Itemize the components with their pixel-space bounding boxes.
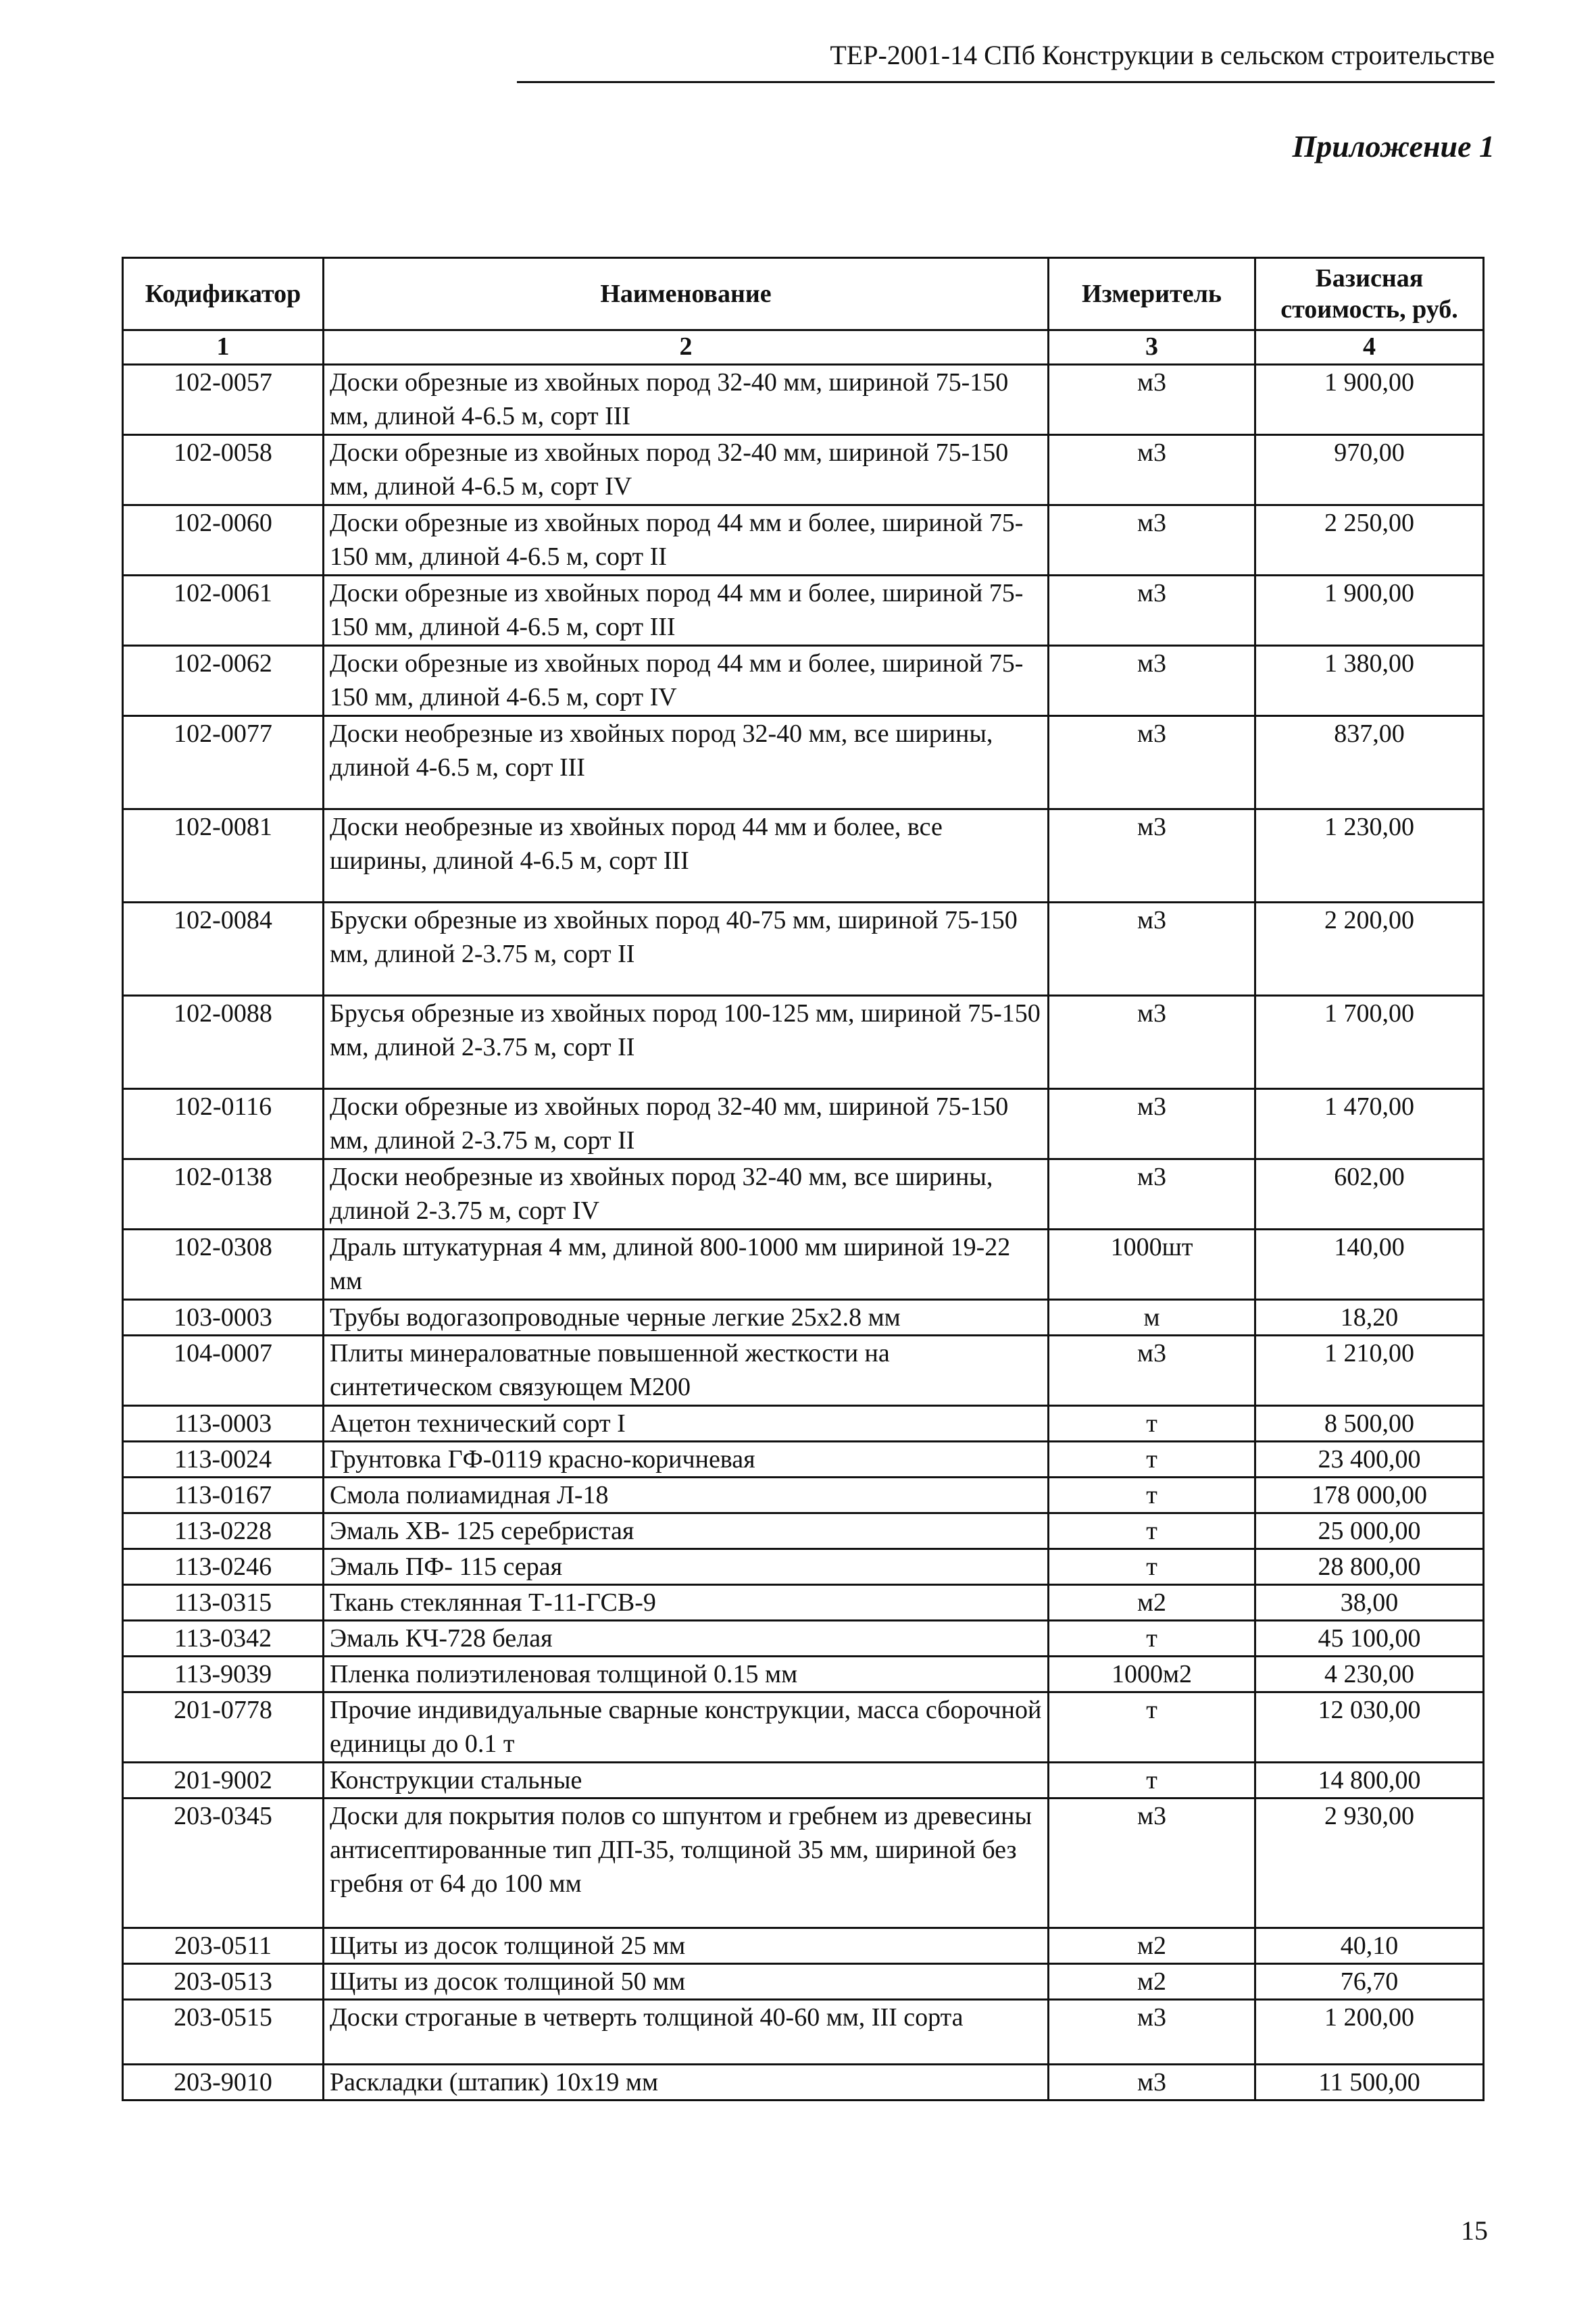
unit-cell: м3 xyxy=(1049,903,1255,996)
unit-cell: м3 xyxy=(1049,809,1255,903)
unit-cell: м3 xyxy=(1049,1336,1255,1406)
table-row xyxy=(123,1549,1484,1585)
name-cell: Эмаль КЧ-728 белая xyxy=(324,1621,1049,1657)
unit-cell: м2 xyxy=(1049,1928,1255,1964)
table-row xyxy=(123,1928,1484,1964)
code-cell: 113-0167 xyxy=(123,1478,324,1513)
name-cell: Грунтовка ГФ-0119 красно-коричневая xyxy=(324,1442,1049,1478)
name-cell: Щиты из досок толщиной 25 мм xyxy=(324,1928,1049,1964)
unit-cell: т xyxy=(1049,1442,1255,1478)
code-cell: 113-0246 xyxy=(123,1549,324,1585)
code-cell: 104-0007 xyxy=(123,1336,324,1406)
table-header-row xyxy=(123,258,1484,330)
column-number: 1 xyxy=(123,330,324,365)
code-cell: 102-0058 xyxy=(123,435,324,505)
column-header-unit: Измеритель xyxy=(1049,258,1255,330)
name-cell: Ацетон технический сорт I xyxy=(324,1406,1049,1442)
name-cell: Эмаль ХВ- 125 серебристая xyxy=(324,1513,1049,1549)
price-cell: 1 900,00 xyxy=(1255,365,1484,435)
code-cell: 103-0003 xyxy=(123,1300,324,1336)
table-row xyxy=(123,505,1484,576)
name-cell: Доски необрезные из хвойных пород 44 мм и более, все ширины, длиной 4-6.5 м, сорт III xyxy=(324,809,1049,903)
code-cell: 203-9010 xyxy=(123,2065,324,2101)
column-header-price: Базисная стоимость, руб. xyxy=(1255,258,1484,330)
code-cell: 102-0308 xyxy=(123,1230,324,1300)
table-row xyxy=(123,1621,1484,1657)
price-cell: 1 200,00 xyxy=(1255,2000,1484,2065)
price-cell: 2 200,00 xyxy=(1255,903,1484,996)
table-row xyxy=(123,1513,1484,1549)
name-cell: Прочие индивидуальные сварные конструкции, масса сборочной единицы до 0.1 т xyxy=(324,1692,1049,1763)
unit-cell: м3 xyxy=(1049,435,1255,505)
unit-cell: м3 xyxy=(1049,2000,1255,2065)
name-cell: Щиты из досок толщиной 50 мм xyxy=(324,1964,1049,2000)
unit-cell: м3 xyxy=(1049,1159,1255,1230)
price-cell: 14 800,00 xyxy=(1255,1763,1484,1799)
column-number: 2 xyxy=(324,330,1049,365)
unit-cell: 1000шт xyxy=(1049,1230,1255,1300)
unit-cell: м2 xyxy=(1049,1964,1255,2000)
name-cell: Доски обрезные из хвойных пород 32-40 мм, шириной 75-150 мм, длиной 4-6.5 м, сорт IV xyxy=(324,435,1049,505)
unit-cell: м3 xyxy=(1049,1799,1255,1928)
code-cell: 102-0084 xyxy=(123,903,324,996)
table-row xyxy=(123,1585,1484,1621)
name-cell: Ткань стеклянная Т-11-ГСВ-9 xyxy=(324,1585,1049,1621)
code-cell: 203-0511 xyxy=(123,1928,324,1964)
name-cell: Доски обрезные из хвойных пород 32-40 мм, шириной 75-150 мм, длиной 4-6.5 м, сорт III xyxy=(324,365,1049,435)
price-cell: 8 500,00 xyxy=(1255,1406,1484,1442)
unit-cell: т xyxy=(1049,1692,1255,1763)
unit-cell: м xyxy=(1049,1300,1255,1336)
code-cell: 113-0315 xyxy=(123,1585,324,1621)
table-row xyxy=(123,809,1484,903)
code-cell: 203-0515 xyxy=(123,2000,324,2065)
unit-cell: т xyxy=(1049,1513,1255,1549)
code-cell: 113-0228 xyxy=(123,1513,324,1549)
code-cell: 102-0116 xyxy=(123,1089,324,1159)
unit-cell: м3 xyxy=(1049,1089,1255,1159)
table-row xyxy=(123,2000,1484,2065)
table-row xyxy=(123,1692,1484,1763)
name-cell: Конструкции стальные xyxy=(324,1763,1049,1799)
price-cell: 38,00 xyxy=(1255,1585,1484,1621)
table-row xyxy=(123,1406,1484,1442)
price-cell: 602,00 xyxy=(1255,1159,1484,1230)
price-cell: 1 230,00 xyxy=(1255,809,1484,903)
price-cell: 1 380,00 xyxy=(1255,646,1484,716)
name-cell: Трубы водогазопроводные черные легкие 25x2.8 мм xyxy=(324,1300,1049,1336)
table-row xyxy=(123,716,1484,809)
price-cell: 970,00 xyxy=(1255,435,1484,505)
unit-cell: 1000м2 xyxy=(1049,1657,1255,1692)
name-cell: Доски необрезные из хвойных пород 32-40 мм, все ширины, длиной 4-6.5 м, сорт III xyxy=(324,716,1049,809)
name-cell: Доски обрезные из хвойных пород 44 мм и более, шириной 75-150 мм, длиной 4-6.5 м, сорт II xyxy=(324,505,1049,576)
table-row xyxy=(123,435,1484,505)
name-cell: Доски строганые в четверть толщиной 40-60 мм, III сорта xyxy=(324,2000,1049,2065)
code-cell: 102-0061 xyxy=(123,576,324,646)
code-cell: 102-0062 xyxy=(123,646,324,716)
price-cell: 40,10 xyxy=(1255,1928,1484,1964)
table-row xyxy=(123,646,1484,716)
table-row xyxy=(123,1089,1484,1159)
table-row xyxy=(123,1763,1484,1799)
price-cell: 76,70 xyxy=(1255,1964,1484,2000)
price-cell: 1 210,00 xyxy=(1255,1336,1484,1406)
unit-cell: т xyxy=(1049,1621,1255,1657)
column-number-row xyxy=(123,330,1484,365)
unit-cell: м2 xyxy=(1049,1585,1255,1621)
table-row xyxy=(123,2065,1484,2101)
unit-cell: м3 xyxy=(1049,505,1255,576)
table-row xyxy=(123,903,1484,996)
unit-cell: м3 xyxy=(1049,365,1255,435)
name-cell: Драль штукатурная 4 мм, длиной 800-1000 мм шириной 19-22 мм xyxy=(324,1230,1049,1300)
column-number: 3 xyxy=(1049,330,1255,365)
appendix-label: Приложение 1 xyxy=(1292,129,1495,164)
price-cell: 140,00 xyxy=(1255,1230,1484,1300)
price-cell: 23 400,00 xyxy=(1255,1442,1484,1478)
code-cell: 113-0342 xyxy=(123,1621,324,1657)
page-number: 15 xyxy=(1461,2215,1488,2246)
price-cell: 2 930,00 xyxy=(1255,1799,1484,1928)
table-row xyxy=(123,1336,1484,1406)
code-cell: 201-9002 xyxy=(123,1763,324,1799)
table-row xyxy=(123,1300,1484,1336)
unit-cell: м3 xyxy=(1049,576,1255,646)
name-cell: Брусья обрезные из хвойных пород 100-125 мм, шириной 75-150 мм, длиной 2-3.75 м, сорт II xyxy=(324,996,1049,1089)
code-cell: 203-0513 xyxy=(123,1964,324,2000)
code-cell: 102-0077 xyxy=(123,716,324,809)
name-cell: Бруски обрезные из хвойных пород 40-75 мм, шириной 75-150 мм, длиной 2-3.75 м, сорт II xyxy=(324,903,1049,996)
name-cell: Плиты минераловатные повышенной жесткости на синтетическом связующем М200 xyxy=(324,1336,1049,1406)
unit-cell: т xyxy=(1049,1406,1255,1442)
column-header-code: Кодификатор xyxy=(123,258,324,330)
table-body xyxy=(123,365,1484,2101)
price-cell: 837,00 xyxy=(1255,716,1484,809)
table-row xyxy=(123,996,1484,1089)
code-cell: 102-0138 xyxy=(123,1159,324,1230)
code-cell: 102-0088 xyxy=(123,996,324,1089)
unit-cell: м3 xyxy=(1049,996,1255,1089)
name-cell: Доски для покрытия полов со шпунтом и гребнем из древесины антисептированные тип ДП-35, толщиной 35 мм, шириной без гребня от 64 до 100 мм xyxy=(324,1799,1049,1928)
code-cell: 102-0057 xyxy=(123,365,324,435)
name-cell: Смола полиамидная Л-18 xyxy=(324,1478,1049,1513)
table-row xyxy=(123,1442,1484,1478)
table-row xyxy=(123,1799,1484,1928)
code-cell: 113-9039 xyxy=(123,1657,324,1692)
name-cell: Раскладки (штапик) 10x19 мм xyxy=(324,2065,1049,2101)
price-cell: 18,20 xyxy=(1255,1300,1484,1336)
column-number: 4 xyxy=(1255,330,1484,365)
price-cell: 4 230,00 xyxy=(1255,1657,1484,1692)
price-cell: 1 470,00 xyxy=(1255,1089,1484,1159)
table-row xyxy=(123,1478,1484,1513)
unit-cell: м3 xyxy=(1049,646,1255,716)
unit-cell: м3 xyxy=(1049,2065,1255,2101)
document-header: ТЕР-2001-14 СПб Конструкции в сельском строительстве xyxy=(830,40,1495,70)
column-header-name: Наименование xyxy=(324,258,1049,330)
price-cell: 12 030,00 xyxy=(1255,1692,1484,1763)
name-cell: Доски обрезные из хвойных пород 44 мм и более, шириной 75-150 мм, длиной 4-6.5 м, сорт IV xyxy=(324,646,1049,716)
name-cell: Эмаль ПФ- 115 серая xyxy=(324,1549,1049,1585)
table-row xyxy=(123,365,1484,435)
unit-cell: т xyxy=(1049,1763,1255,1799)
header-rule xyxy=(517,81,1495,83)
price-table xyxy=(122,257,1485,2101)
name-cell: Пленка полиэтиленовая толщиной 0.15 мм xyxy=(324,1657,1049,1692)
code-cell: 203-0345 xyxy=(123,1799,324,1928)
name-cell: Доски необрезные из хвойных пород 32-40 мм, все ширины, длиной 2-3.75 м, сорт IV xyxy=(324,1159,1049,1230)
table-row xyxy=(123,1230,1484,1300)
unit-cell: т xyxy=(1049,1478,1255,1513)
price-cell: 2 250,00 xyxy=(1255,505,1484,576)
unit-cell: т xyxy=(1049,1549,1255,1585)
table-row xyxy=(123,576,1484,646)
table-row xyxy=(123,1964,1484,2000)
price-cell: 1 900,00 xyxy=(1255,576,1484,646)
name-cell: Доски обрезные из хвойных пород 44 мм и более, шириной 75-150 мм, длиной 4-6.5 м, сорт III xyxy=(324,576,1049,646)
price-cell: 1 700,00 xyxy=(1255,996,1484,1089)
name-cell: Доски обрезные из хвойных пород 32-40 мм, шириной 75-150 мм, длиной 2-3.75 м, сорт II xyxy=(324,1089,1049,1159)
code-cell: 102-0081 xyxy=(123,809,324,903)
unit-cell: м3 xyxy=(1049,716,1255,809)
price-cell: 178 000,00 xyxy=(1255,1478,1484,1513)
price-cell: 11 500,00 xyxy=(1255,2065,1484,2101)
code-cell: 113-0024 xyxy=(123,1442,324,1478)
price-cell: 25 000,00 xyxy=(1255,1513,1484,1549)
code-cell: 102-0060 xyxy=(123,505,324,576)
price-cell: 28 800,00 xyxy=(1255,1549,1484,1585)
price-cell: 45 100,00 xyxy=(1255,1621,1484,1657)
code-cell: 113-0003 xyxy=(123,1406,324,1442)
table-row xyxy=(123,1657,1484,1692)
table-row xyxy=(123,1159,1484,1230)
code-cell: 201-0778 xyxy=(123,1692,324,1763)
